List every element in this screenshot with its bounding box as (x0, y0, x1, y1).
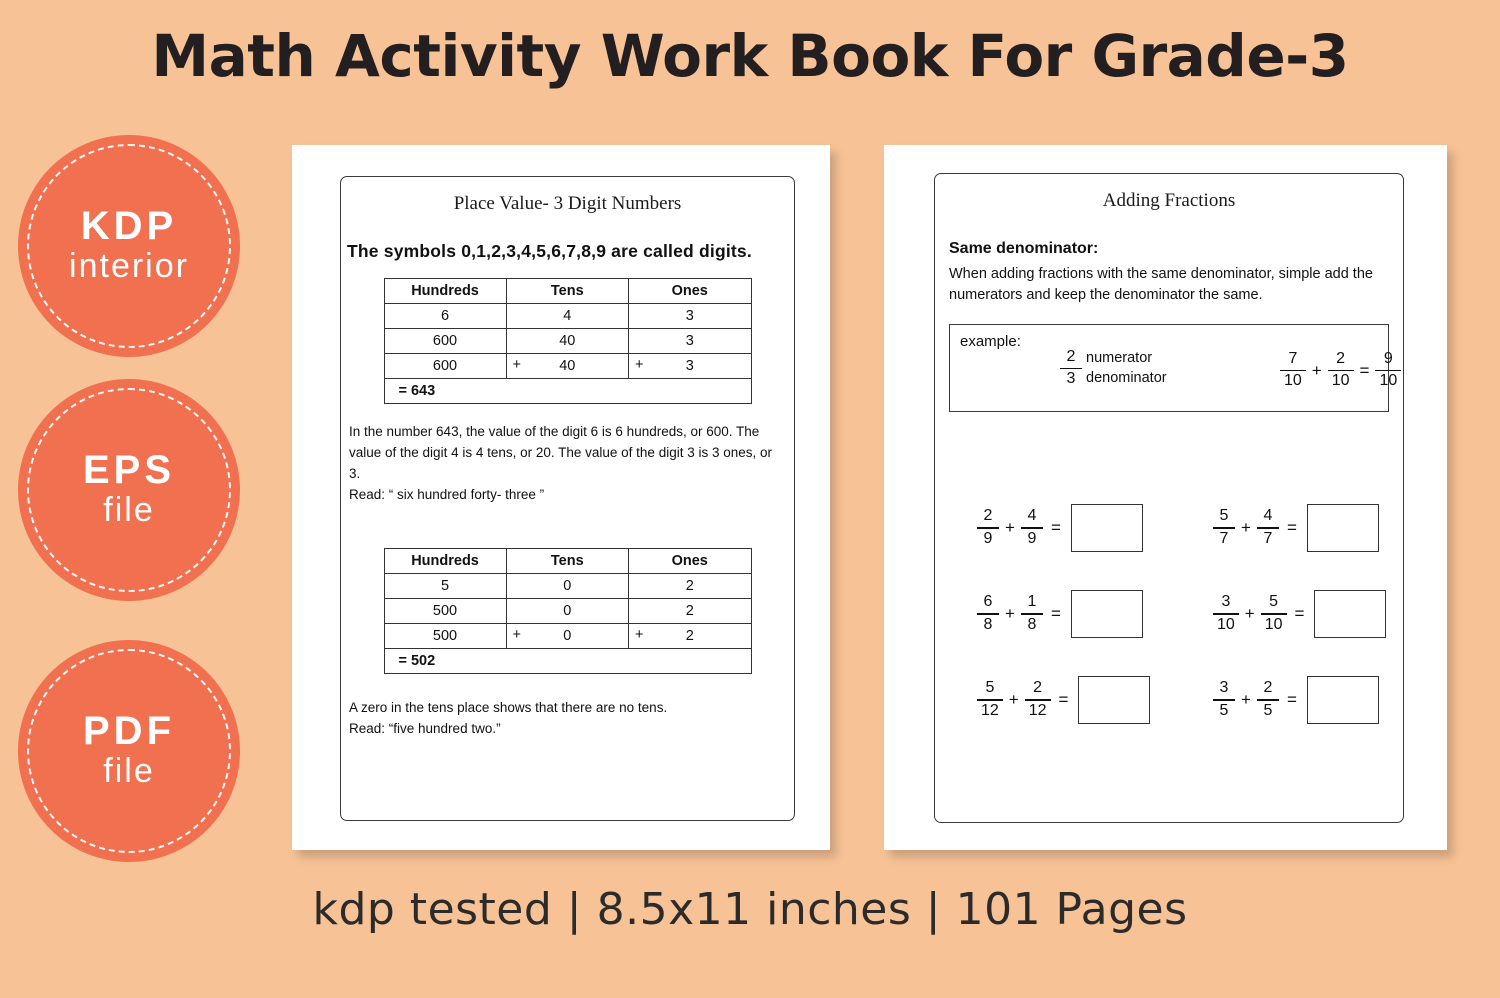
fraction-bar (1280, 370, 1306, 372)
left-note-2-read: Read: “five hundred two.” (349, 720, 501, 736)
fraction-denominator: 12 (1028, 701, 1047, 719)
plus-sign: + (1241, 518, 1251, 537)
problem-5 (935, 676, 1169, 724)
fraction-denominator: 10 (1217, 615, 1235, 633)
cell-tens: 4 (506, 304, 628, 329)
fraction-denominator: 7 (1219, 529, 1229, 547)
problem-fraction-a (977, 680, 1003, 719)
fraction-numerator: 2 (983, 507, 993, 525)
fraction-bar (1060, 368, 1082, 370)
problem-fraction-b (1025, 680, 1051, 719)
fraction-bar (1021, 613, 1043, 615)
equation-fraction-result (1375, 351, 1401, 390)
fraction-numerator: 2 (1033, 679, 1043, 697)
cell-ones: 2 (628, 598, 751, 623)
fraction-bar (1025, 699, 1051, 701)
example-box (949, 324, 1398, 412)
cell-ones-value: 2 (685, 627, 694, 644)
problem-fraction-b (1257, 508, 1279, 547)
badge-pdf-file (18, 640, 240, 862)
problem-fraction-a (1213, 508, 1235, 547)
fraction-numerator: 7 (1288, 350, 1298, 368)
equals-sign: = (1294, 604, 1305, 623)
fraction-numerator: 3 (1219, 679, 1229, 697)
th-tens: Tens (506, 279, 628, 304)
fraction-denominator: 10 (1264, 615, 1283, 633)
plus-sign: + (1244, 604, 1255, 623)
table-total-row (384, 379, 751, 404)
same-denominator-body: When adding fractions with the same denominator, simple add the numerators and keep the denominator the same. (949, 266, 1373, 304)
fraction-numerator: 5 (985, 679, 995, 697)
answer-box[interactable] (1314, 590, 1386, 638)
equals-sign: = (1359, 360, 1370, 380)
plus-sign: + (1311, 360, 1322, 380)
place-value-table-2 (384, 548, 752, 674)
problem-fraction-b (1257, 680, 1279, 719)
answer-box[interactable] (1307, 676, 1379, 724)
plus-sign: + (634, 357, 644, 373)
fraction-denominator: 7 (1263, 529, 1273, 547)
cell-ones-value: 3 (685, 358, 694, 374)
total-value: = 643 (384, 379, 751, 404)
left-note-2 (341, 698, 794, 740)
fraction-bar (1213, 613, 1239, 615)
footer-text: kdp tested | 8.5x11 inches | 101 Pages (312, 884, 1188, 935)
badge-eps-line2: file (103, 491, 155, 530)
problem-fraction-a (977, 508, 999, 547)
cell-ones (628, 354, 751, 379)
left-note-1-read: Read: “ six hundred forty- three ” (349, 486, 545, 502)
digits-sentence: The symbols 0,1,2,3,4,5,6,7,8,9 are called digits. (347, 241, 752, 261)
plus-sign: + (1005, 518, 1015, 537)
badge-kdp-interior (18, 135, 240, 357)
worksheet-left-frame (340, 176, 795, 821)
plus-sign: + (1008, 690, 1019, 709)
fraction-numerator: 2 (1066, 348, 1076, 366)
fraction-bar (1375, 370, 1401, 372)
fraction-numerator: 9 (1383, 350, 1393, 368)
th-tens: Tens (506, 548, 628, 573)
table-row-sum (384, 354, 751, 379)
left-note-2-text: A zero in the tens place shows that there are no tens. (349, 699, 668, 715)
fraction-denominator: 10 (1379, 372, 1398, 390)
th-ones: Ones (628, 279, 751, 304)
answer-box[interactable] (1078, 676, 1150, 724)
plus-sign: + (1005, 604, 1015, 623)
cell-tens: 0 (506, 598, 628, 623)
fraction-denominator: 12 (981, 701, 999, 719)
badge-pdf-line2: file (103, 752, 155, 791)
equation-fraction-a (1280, 351, 1306, 390)
cell-ones: 3 (628, 304, 751, 329)
equals-sign: = (1050, 518, 1061, 537)
equals-sign: = (1058, 690, 1069, 709)
fraction-numerator: 4 (1027, 507, 1037, 525)
equation-fraction-b (1328, 351, 1354, 390)
th-hundreds: Hundreds (384, 548, 506, 573)
fraction-denominator: 9 (983, 529, 993, 547)
th-hundreds: Hundreds (384, 279, 506, 304)
th-ones: Ones (628, 548, 751, 573)
fraction-bar (977, 699, 1003, 701)
cell-tens-value: 0 (563, 627, 572, 644)
badge-kdp-line1: KDP (80, 204, 178, 249)
problem-row (935, 504, 1403, 552)
cell-tens (506, 623, 628, 648)
problem-4 (1169, 590, 1403, 638)
worksheet-right-frame (934, 173, 1404, 823)
table-header-row (384, 548, 751, 573)
cell-hundreds: 6 (384, 304, 506, 329)
fraction-numerator: 1 (1027, 593, 1037, 611)
equals-sign: = (1050, 604, 1061, 623)
answer-box[interactable] (1307, 504, 1379, 552)
fraction-numerator: 2 (1336, 350, 1346, 368)
fraction-numerator: 3 (1221, 593, 1231, 611)
fraction-denominator: 8 (1027, 615, 1037, 633)
same-denominator-heading: Same denominator: (949, 240, 1099, 257)
fraction-numerator: 4 (1263, 507, 1273, 525)
table-row (384, 304, 751, 329)
table-total-row (384, 648, 751, 673)
fraction-denominator: 8 (983, 615, 993, 633)
fraction-denominator: 3 (1066, 370, 1076, 388)
fraction-bar (1213, 527, 1235, 529)
example-fraction-labelled (1060, 349, 1167, 388)
table-row (384, 598, 751, 623)
problem-fraction-a (1213, 680, 1235, 719)
cell-hundreds: 600 (384, 329, 506, 354)
problem-row (935, 590, 1403, 638)
fraction-bar (1213, 699, 1235, 701)
problem-row (935, 676, 1403, 724)
denominator-label: denominator (1086, 369, 1167, 386)
left-worksheet-title: Place Value- 3 Digit Numbers (453, 193, 682, 214)
equals-sign: = (1286, 690, 1297, 709)
numerator-label: numerator (1086, 350, 1153, 367)
cell-hundreds: 600 (384, 354, 506, 379)
fraction-bar (977, 613, 999, 615)
fraction-denominator: 10 (1284, 372, 1302, 390)
fraction-denominator: 10 (1331, 372, 1350, 390)
practice-problems (935, 504, 1403, 762)
badge-kdp-line2: interior (69, 247, 189, 286)
problem-3 (935, 590, 1169, 638)
problem-fraction-b (1261, 594, 1287, 633)
plus-sign: + (634, 626, 644, 643)
cell-hundreds: 500 (384, 598, 506, 623)
table-row (384, 329, 751, 354)
problem-6 (1169, 676, 1403, 724)
plus-sign: + (512, 357, 522, 373)
cell-ones: 2 (628, 573, 751, 598)
worksheet-page-left (292, 145, 830, 850)
left-note-1 (341, 422, 794, 506)
table-row (384, 573, 751, 598)
cell-hundreds: 500 (384, 623, 506, 648)
plus-sign: + (1241, 690, 1251, 709)
worksheet-page-right (884, 145, 1447, 850)
answer-box[interactable] (1071, 504, 1143, 552)
cell-tens: 40 (506, 329, 628, 354)
fraction-bar (1328, 370, 1354, 372)
cell-hundreds: 5 (384, 573, 506, 598)
fraction-bar (1257, 527, 1279, 529)
fraction-denominator: 5 (1263, 701, 1273, 719)
answer-box[interactable] (1071, 590, 1143, 638)
right-worksheet-title: Adding Fractions (1102, 190, 1236, 211)
fraction-bar (1021, 527, 1043, 529)
table-row-sum (384, 623, 751, 648)
fraction-numerator: 6 (983, 593, 993, 611)
fraction-numerator: 5 (1269, 593, 1279, 611)
problem-fraction-b (1021, 508, 1043, 547)
table-header-row (384, 279, 751, 304)
fraction-denominator: 9 (1027, 529, 1037, 547)
cell-ones (628, 623, 751, 648)
total-value: = 502 (384, 648, 751, 673)
cell-ones: 3 (628, 329, 751, 354)
cell-tens: 0 (506, 573, 628, 598)
example-label: example: (960, 333, 1021, 351)
cell-tens (506, 354, 628, 379)
left-note-1-text: In the number 643, the value of the digit 6 is 6 hundreds, or 600. The value of the digit 4 is 4 tens, or 20. The value of the digit 3 is 3 ones, or 3. (349, 424, 773, 481)
problem-fraction-a (1213, 594, 1239, 633)
badge-pdf-line1: PDF (83, 709, 175, 754)
plus-sign: + (512, 626, 522, 643)
problem-2 (1169, 504, 1403, 552)
badge-eps-file (18, 379, 240, 601)
equals-sign: = (1286, 518, 1297, 537)
example-fraction (1060, 349, 1082, 388)
example-equation (1280, 351, 1401, 390)
problem-fraction-a (977, 594, 999, 633)
fraction-numerator: 2 (1263, 679, 1273, 697)
problem-fraction-b (1021, 594, 1043, 633)
cell-tens-value: 40 (559, 358, 576, 374)
fraction-bar (1257, 699, 1279, 701)
fraction-denominator: 5 (1219, 701, 1229, 719)
page-title: Math Activity Work Book For Grade-3 (151, 22, 1349, 90)
example-fraction-annotations (1086, 349, 1167, 388)
problem-1 (935, 504, 1169, 552)
fraction-bar (1261, 613, 1287, 615)
badge-eps-line1: EPS (82, 448, 176, 493)
fraction-numerator: 5 (1219, 507, 1229, 525)
fraction-bar (977, 527, 999, 529)
place-value-table-1 (384, 278, 752, 404)
